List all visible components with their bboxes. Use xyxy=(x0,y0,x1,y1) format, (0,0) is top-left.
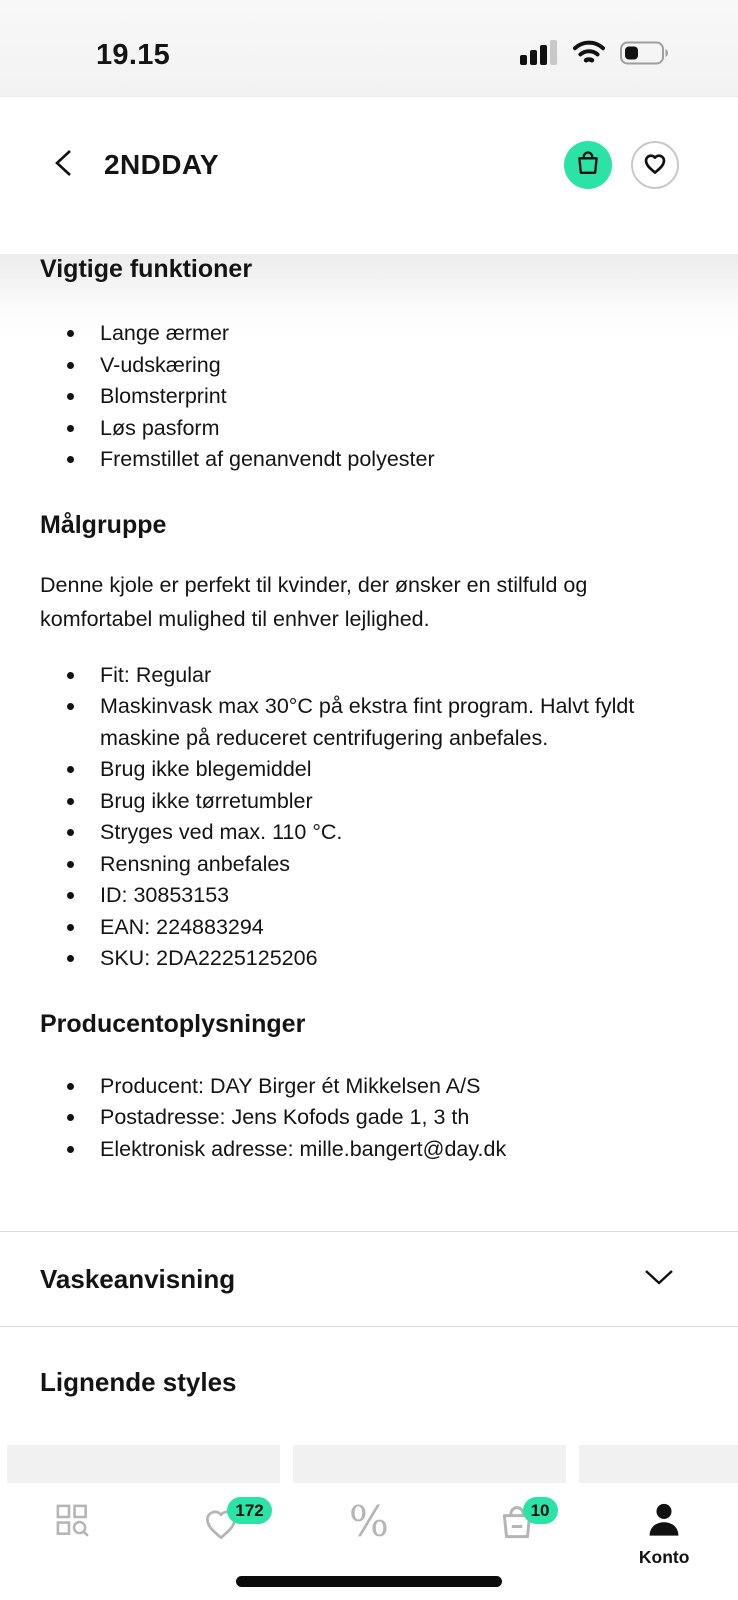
accordion-title: Vaskeanvisning xyxy=(40,1263,236,1294)
chevron-down-icon xyxy=(643,1268,675,1291)
brand-title: 2NDDAY xyxy=(104,148,219,180)
shopping-bag-icon xyxy=(574,149,602,180)
tab-categories[interactable] xyxy=(0,1490,148,1600)
tab-bar xyxy=(0,1490,738,1600)
list-item: SKU: 2DA2225125206 xyxy=(40,943,698,975)
list-item: Producent: DAY Birger ét Mikkelsen A/S xyxy=(40,1071,698,1103)
list-item: EAN: 224883294 xyxy=(40,912,698,944)
similar-style-placeholder[interactable] xyxy=(7,1445,280,1483)
list-item: Postadresse: Jens Kofods gade 1, 3 th xyxy=(40,1102,698,1134)
section-title-features: Vigtige funktioner xyxy=(40,255,253,283)
similar-styles-row xyxy=(7,1445,738,1483)
favorites-badge: 172 xyxy=(227,1497,271,1524)
product-details xyxy=(0,254,738,1483)
section-title-audience: Målgruppe xyxy=(40,510,167,539)
list-item: Brug ikke blegemiddel xyxy=(40,754,698,786)
manufacturer-list xyxy=(40,1071,698,1166)
wifi-icon xyxy=(571,39,607,71)
similar-style-placeholder[interactable] xyxy=(579,1445,738,1483)
section-title-similar: Lignende styles xyxy=(40,1367,237,1397)
list-item: Løs pasform xyxy=(40,413,698,445)
list-item: ID: 30853153 xyxy=(40,880,698,912)
care-spec-list xyxy=(40,660,698,975)
care-accordion[interactable] xyxy=(0,1231,738,1327)
list-item: Maskinvask max 30°C på ekstra fint program. Halvt fyldt maskine på reduceret centrifugering anbefales. xyxy=(40,691,698,754)
features-list xyxy=(40,318,698,476)
list-item: Blomsterprint xyxy=(40,381,698,413)
heart-icon xyxy=(641,149,669,180)
cellular-signal-icon xyxy=(520,39,558,71)
tab-account-label: Konto xyxy=(638,1547,690,1567)
back-chevron-icon xyxy=(52,148,74,181)
status-bar xyxy=(0,0,738,97)
grid-search-icon xyxy=(54,1502,94,1545)
percent-icon: % xyxy=(349,1497,389,1546)
list-item: Fit: Regular xyxy=(40,660,698,692)
home-indicator[interactable] xyxy=(236,1576,502,1587)
tab-account[interactable] xyxy=(590,1490,738,1600)
audience-description: Denne kjole er perfekt til kvinder, der ønsker en stilfuld og komfortabel mulighed til enhver lejlighed. xyxy=(40,572,588,631)
status-icons xyxy=(520,39,670,71)
wishlist-button[interactable] xyxy=(631,141,679,189)
list-item: Lange ærmer xyxy=(40,318,698,350)
basket-badge: 10 xyxy=(523,1497,558,1524)
person-icon xyxy=(645,1502,683,1541)
list-item: V-udskæring xyxy=(40,350,698,382)
list-item: Elektronisk adresse: mille.bangert@day.dk xyxy=(40,1134,698,1166)
status-time: 19.15 xyxy=(96,38,171,71)
similar-style-placeholder[interactable] xyxy=(293,1445,566,1483)
cart-button[interactable] xyxy=(564,141,612,189)
list-item: Stryges ved max. 110 °C. xyxy=(40,817,698,849)
section-title-manufacturer: Producentoplysninger xyxy=(40,1009,306,1038)
product-header xyxy=(0,97,738,232)
back-button[interactable] xyxy=(52,147,88,183)
list-item: Fremstillet af genanvendt polyester xyxy=(40,444,698,476)
list-item: Brug ikke tørretumbler xyxy=(40,786,698,818)
list-item: Rensning anbefales xyxy=(40,849,698,881)
battery-icon xyxy=(620,41,670,70)
